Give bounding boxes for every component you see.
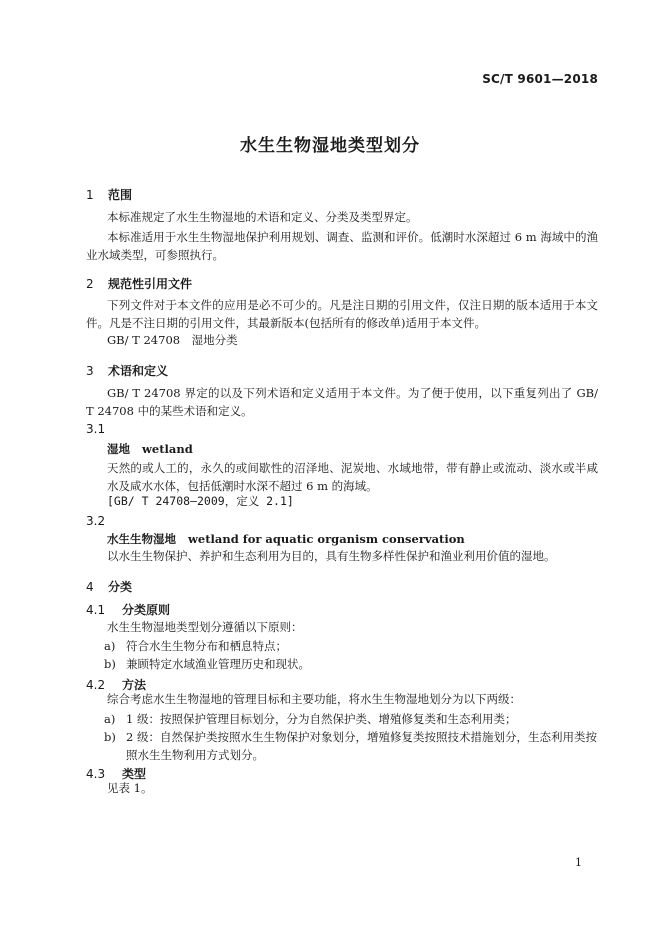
section-number: 3 bbox=[86, 364, 94, 378]
list-text: 1 级：按照保护管理目标划分，分为自然保护类、增殖修复类和生态利用类； bbox=[126, 712, 517, 726]
subsection-heading-principles bbox=[86, 601, 170, 618]
paragraph: GB/ T 24708 界定的以及下列术语和定义适用于本文件。为了便于使用，以下重复列出了 GB/ T 24708 中的某些术语和定义。 bbox=[86, 386, 598, 418]
subsection-number: 4.2 bbox=[86, 678, 106, 692]
subsection-title: 类型 bbox=[122, 767, 147, 781]
list-marker: b) bbox=[104, 730, 116, 744]
term-source: [GB/ T 24708—2009，定义 2.1] bbox=[107, 494, 294, 508]
paragraph: 本标准规定了水生生物湿地的术语和定义、分类及类型界定。 bbox=[107, 210, 418, 224]
term-number: 3.1 bbox=[86, 422, 106, 436]
list-item bbox=[104, 638, 598, 656]
subsection-number: 4.1 bbox=[86, 603, 106, 617]
term-number: 3.2 bbox=[86, 514, 106, 528]
list-marker: a) bbox=[104, 639, 116, 653]
list-item bbox=[104, 711, 598, 729]
term-heading bbox=[107, 441, 193, 457]
section-number: 4 bbox=[86, 580, 94, 594]
section-title: 术语和定义 bbox=[108, 364, 169, 378]
term-heading bbox=[107, 531, 465, 547]
term-english: wetland bbox=[142, 442, 193, 456]
paragraph: 见表 1。 bbox=[107, 781, 153, 795]
list-marker: a) bbox=[104, 712, 116, 726]
paragraph: 下列文件对于本文件的应用是必不可少的。凡是注日期的引用文件，仅注日期的版本适用于本文件。凡是不注日期的引用文件，其最新版本(包括所有的修改单)适用于本文件。 bbox=[86, 298, 598, 330]
term-chinese: 湿地 bbox=[107, 442, 130, 456]
list-text: 2 级：自然保护类按照水生生物保护对象划分，增殖修复类按照技术措施划分，生态利用类按照水生生物利用方式划分。 bbox=[126, 730, 597, 762]
section-heading-normative-references bbox=[86, 275, 192, 292]
term-english: wetland for aquatic organism conservation bbox=[188, 532, 465, 546]
paragraph: 本标准适用于水生生物湿地保护利用规划、调查、监测和评价。低潮时水深超过 6 m 海域中的渔业水域类型，可参照执行。 bbox=[86, 230, 598, 262]
subsection-title: 分类原则 bbox=[122, 603, 171, 617]
subsection-title: 方法 bbox=[122, 678, 147, 692]
paragraph: 水生生物湿地类型划分遵循以下原则： bbox=[107, 620, 303, 634]
section-heading-terms bbox=[86, 362, 168, 379]
section-title: 分类 bbox=[108, 580, 133, 594]
list-text: 兼顾特定水域渔业管理历史和现状。 bbox=[126, 657, 310, 671]
list-item bbox=[104, 656, 598, 674]
reference-entry: GB/ T 24708 湿地分类 bbox=[107, 333, 238, 347]
section-number: 2 bbox=[86, 277, 94, 291]
section-heading-classification bbox=[86, 578, 132, 595]
section-title: 范围 bbox=[108, 188, 133, 202]
paragraph: 综合考虑水生生物湿地的管理目标和主要功能，将水生生物湿地划分为以下两级： bbox=[107, 692, 521, 706]
page-number: 1 bbox=[575, 856, 582, 869]
section-title: 规范性引用文件 bbox=[108, 277, 193, 291]
page-title: 水生生物湿地类型划分 bbox=[240, 136, 420, 156]
subsection-number: 4.3 bbox=[86, 767, 106, 781]
term-chinese: 水生生物湿地 bbox=[107, 532, 176, 546]
list-marker: b) bbox=[104, 657, 116, 671]
term-definition: 以水生生物保护、养护和生态利用为目的，具有生物多样性保护和渔业利用价值的湿地。 bbox=[107, 549, 556, 563]
list-item bbox=[104, 729, 598, 764]
term-definition: 天然的或人工的，永久的或间歇性的沼泽地、泥炭地、水域地带，带有静止或流动、淡水或半咸水及咸水水体，包括低潮时水深不超过 6 m 的海域。 bbox=[107, 461, 598, 493]
section-heading-scope bbox=[86, 186, 132, 203]
standard-number: SC/T 9601—2018 bbox=[482, 72, 598, 86]
list-text: 符合水生生物分布和栖息特点； bbox=[126, 639, 287, 653]
section-number: 1 bbox=[86, 188, 94, 202]
